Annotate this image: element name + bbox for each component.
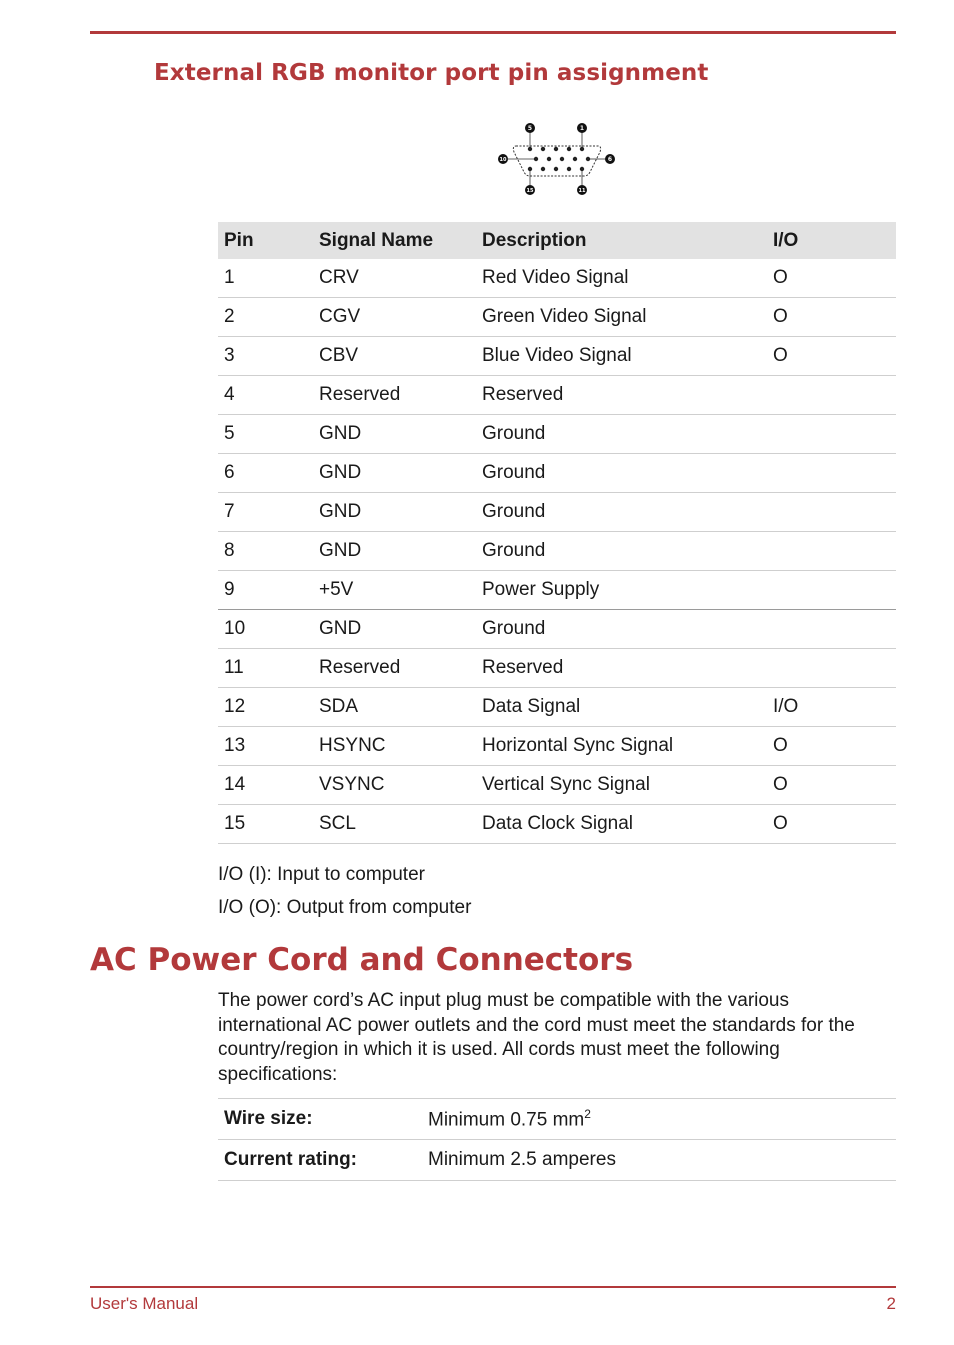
description-cell: Data Signal [476,688,767,727]
section-subtitle: External RGB monitor port pin assignment [154,60,709,86]
pin-cell: 11 [218,649,313,688]
io-cell [767,571,896,610]
header-description: Description [476,222,767,259]
signal-cell: CBV [313,337,476,376]
signal-cell: Reserved [313,376,476,415]
io-cell: O [767,298,896,337]
spec-value-text: Minimum 2.5 amperes [428,1149,616,1170]
description-cell: Ground [476,610,767,649]
pin-label-10: 10 [499,157,507,164]
description-cell: Reserved [476,649,767,688]
description-cell: Ground [476,532,767,571]
signal-cell: SCL [313,805,476,844]
io-cell [767,610,896,649]
pin-cell: 12 [218,688,313,727]
spec-row-current-rating [218,1140,896,1181]
io-cell [767,415,896,454]
spec-label: Current rating: [218,1140,422,1181]
signal-cell: GND [313,610,476,649]
signal-cell: Reserved [313,649,476,688]
io-cell: O [767,259,896,298]
io-cell [767,649,896,688]
ac-power-heading: AC Power Cord and Connectors [90,942,634,978]
footer-page-number: 2 [886,1294,896,1313]
pin-cell: 15 [218,805,313,844]
table-row [218,610,896,649]
pin-cell: 1 [218,259,313,298]
pin-cell: 13 [218,727,313,766]
signal-cell: SDA [313,688,476,727]
header-pin: Pin [218,222,313,259]
table-row [218,259,896,298]
signal-cell: GND [313,454,476,493]
table-row [218,805,896,844]
description-cell: Power Supply [476,571,767,610]
description-cell: Red Video Signal [476,259,767,298]
bottom-rule [90,1286,896,1288]
pin-label-6: 6 [607,156,613,164]
pin-label-15: 15 [526,188,534,195]
io-cell [767,493,896,532]
signal-cell: GND [313,493,476,532]
pin-cell: 9 [218,571,313,610]
note-input: I/O (I): Input to computer [218,864,425,885]
description-cell: Green Video Signal [476,298,767,337]
note-output: I/O (O): Output from computer [218,897,472,918]
pin-cell: 14 [218,766,313,805]
spec-value-text: Minimum 0.75 mm [428,1109,585,1131]
top-rule [90,31,896,34]
table-row [218,727,896,766]
pin-label-5: 5 [527,125,533,133]
pin-cell: 10 [218,610,313,649]
table-header-row [218,222,896,259]
pin-dots [528,147,590,171]
table-row [218,493,896,532]
spec-value [422,1140,896,1181]
io-cell: O [767,337,896,376]
pin-cell: 4 [218,376,313,415]
table-row [218,376,896,415]
spec-label: Wire size: [218,1099,422,1140]
pin-assignment-table [218,222,896,844]
signal-cell: GND [313,415,476,454]
description-cell: Reserved [476,376,767,415]
pin-cell: 8 [218,532,313,571]
io-cell: O [767,727,896,766]
table-row [218,571,896,610]
io-cell [767,454,896,493]
signal-cell: CRV [313,259,476,298]
specifications-table [218,1098,896,1181]
table-row [218,337,896,376]
signal-cell: HSYNC [313,727,476,766]
pin-cell: 2 [218,298,313,337]
table-row [218,649,896,688]
vga-connector-diagram [494,118,620,198]
io-cell: I/O [767,688,896,727]
pin-cell: 6 [218,454,313,493]
io-cell: O [767,766,896,805]
signal-cell: +5V [313,571,476,610]
table-row [218,766,896,805]
pin-label-1: 1 [579,125,585,133]
header-io: I/O [767,222,896,259]
table-row [218,532,896,571]
pin-cell: 7 [218,493,313,532]
pin-cell: 3 [218,337,313,376]
io-cell [767,376,896,415]
pin-label-11: 11 [578,188,586,195]
table-row [218,415,896,454]
description-cell: Blue Video Signal [476,337,767,376]
io-cell: O [767,805,896,844]
spec-value-superscript: 2 [584,1106,591,1121]
io-cell [767,532,896,571]
description-cell: Data Clock Signal [476,805,767,844]
spec-value [422,1099,896,1140]
footer-manual-title: User's Manual [90,1294,199,1313]
description-cell: Ground [476,415,767,454]
header-signal-name: Signal Name [313,222,476,259]
description-cell: Horizontal Sync Signal [476,727,767,766]
table-row [218,454,896,493]
table-row [218,298,896,337]
table-row [218,688,896,727]
signal-cell: GND [313,532,476,571]
spec-row-wire-size [218,1099,896,1140]
ac-power-paragraph: The power cord’s AC input plug must be compatible with the various international AC power outlets and the cord must meet the standards for the country/region in which it is used. All cords must meet the following specifications: [218,990,855,1085]
signal-cell: CGV [313,298,476,337]
description-cell: Ground [476,454,767,493]
pin-cell: 5 [218,415,313,454]
signal-cell: VSYNC [313,766,476,805]
description-cell: Vertical Sync Signal [476,766,767,805]
description-cell: Ground [476,493,767,532]
